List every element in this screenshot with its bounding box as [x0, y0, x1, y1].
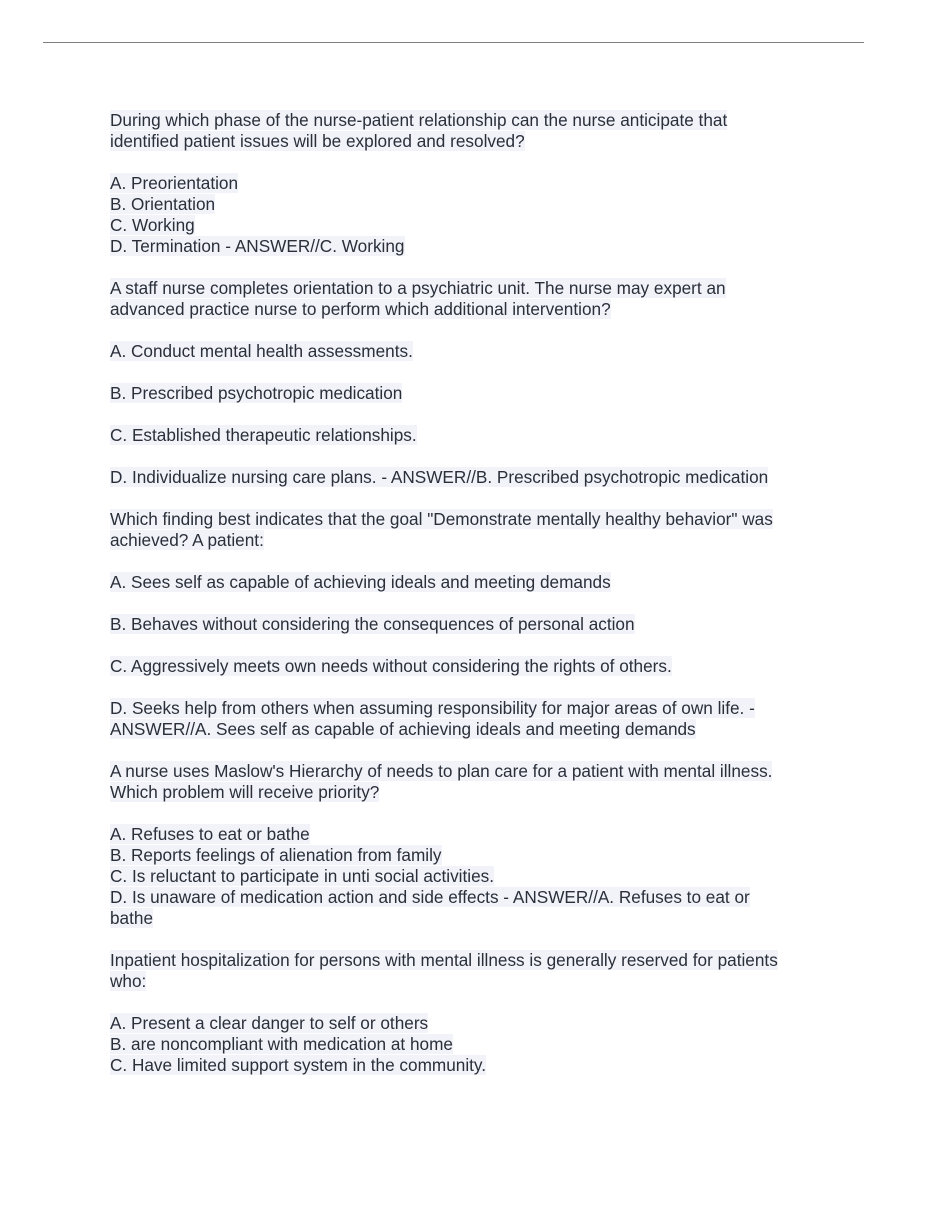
text-line — [110, 173, 840, 194]
text-line — [110, 1055, 840, 1076]
text-line — [110, 782, 840, 803]
text-line-content: Which problem will receive priority? — [110, 782, 380, 802]
blank-line — [110, 488, 840, 509]
text-line-content: Which finding best indicates that the goal "Demonstrate mentally healthy behavior" was — [110, 509, 773, 529]
text-line-content: advanced practice nurse to perform which additional intervention? — [110, 299, 611, 319]
blank-line — [110, 593, 840, 614]
text-line — [110, 971, 840, 992]
blank-line — [110, 929, 840, 950]
blank-line — [110, 677, 840, 698]
header-rule — [43, 42, 864, 43]
text-line-content: bathe — [110, 908, 154, 928]
text-line-content: A. Present a clear danger to self or others — [110, 1013, 429, 1033]
text-line — [110, 467, 840, 488]
text-line — [110, 656, 840, 677]
blank-line — [110, 551, 840, 572]
text-line-content: C. Have limited support system in the community. — [110, 1055, 487, 1075]
text-line-content: A. Conduct mental health assessments. — [110, 341, 413, 361]
text-line-content: During which phase of the nurse-patient relationship can the nurse anticipate that — [110, 110, 728, 130]
blank-line — [110, 740, 840, 761]
text-line — [110, 950, 840, 971]
text-line — [110, 215, 840, 236]
text-line — [110, 887, 840, 908]
blank-line — [110, 152, 840, 173]
text-line-content: C. Working — [110, 215, 195, 235]
blank-line — [110, 446, 840, 467]
text-line-content: C. Aggressively meets own needs without considering the rights of others. — [110, 656, 672, 676]
document-body — [110, 110, 840, 1076]
text-line — [110, 110, 840, 131]
text-line-content: B. Behaves without considering the consequences of personal action — [110, 614, 635, 634]
text-line — [110, 824, 840, 845]
text-line — [110, 572, 840, 593]
blank-line — [110, 803, 840, 824]
text-line — [110, 908, 840, 929]
text-line — [110, 845, 840, 866]
text-line-content: D. Is unaware of medication action and side effects - ANSWER//A. Refuses to eat or — [110, 887, 750, 907]
text-line — [110, 866, 840, 887]
text-line — [110, 1013, 840, 1034]
text-line-content: Inpatient hospitalization for persons with mental illness is generally reserved for patients — [110, 950, 778, 970]
text-line — [110, 719, 840, 740]
text-line — [110, 530, 840, 551]
text-line-content: C. Is reluctant to participate in unti social activities. — [110, 866, 495, 886]
text-line-content: A. Refuses to eat or bathe — [110, 824, 310, 844]
blank-line — [110, 257, 840, 278]
blank-line — [110, 404, 840, 425]
text-line-content: A. Sees self as capable of achieving ideals and meeting demands — [110, 572, 611, 592]
text-line-content: A nurse uses Maslow's Hierarchy of needs to plan care for a patient with mental illness. — [110, 761, 773, 781]
text-line-content: identified patient issues will be explored and resolved? — [110, 131, 525, 151]
text-line — [110, 425, 840, 446]
text-line-content: C. Established therapeutic relationships. — [110, 425, 417, 445]
text-line-content: who: — [110, 971, 147, 991]
text-line — [110, 383, 840, 404]
text-line-content: A staff nurse completes orientation to a psychiatric unit. The nurse may expert an — [110, 278, 726, 298]
text-line — [110, 341, 840, 362]
blank-line — [110, 635, 840, 656]
text-line — [110, 509, 840, 530]
blank-line — [110, 362, 840, 383]
text-line — [110, 131, 840, 152]
text-line-content: D. Termination - ANSWER//C. Working — [110, 236, 405, 256]
text-line — [110, 1034, 840, 1055]
text-line-content: ANSWER//A. Sees self as capable of achieving ideals and meeting demands — [110, 719, 696, 739]
text-line-content: D. Individualize nursing care plans. - ANSWER//B. Prescribed psychotropic medication — [110, 467, 769, 487]
text-line — [110, 614, 840, 635]
text-line-content: B. Orientation — [110, 194, 216, 214]
text-line-content: A. Preorientation — [110, 173, 239, 193]
text-line — [110, 698, 840, 719]
text-line-content: achieved? A patient: — [110, 530, 264, 550]
text-line-content: B. are noncompliant with medication at home — [110, 1034, 453, 1054]
text-line-content: D. Seeks help from others when assuming responsibility for major areas of own life. - — [110, 698, 755, 718]
text-line — [110, 761, 840, 782]
text-line — [110, 194, 840, 215]
text-line-content: B. Reports feelings of alienation from family — [110, 845, 442, 865]
text-line-content: B. Prescribed psychotropic medication — [110, 383, 403, 403]
text-line — [110, 299, 840, 320]
blank-line — [110, 320, 840, 341]
blank-line — [110, 992, 840, 1013]
text-line — [110, 236, 840, 257]
text-line — [110, 278, 840, 299]
